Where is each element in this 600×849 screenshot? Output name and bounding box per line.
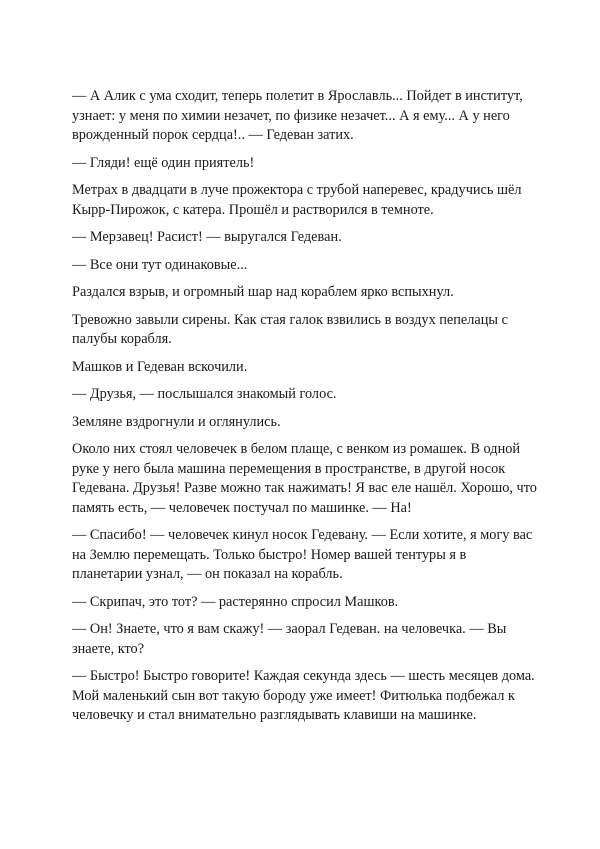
paragraph-10: Земляне вздрогнули и оглянулись. — [72, 413, 281, 430]
paragraph-12: — Спасибо! — человечек кинул носок Гедевану. — Если хотите, я могу вас на Землю перемещать. Только быстро! Номер вашей тентуры я в планетарии узнал, — он показал на корабль. — [72, 527, 533, 582]
paragraph-5: — Все они тут одинаковые... — [72, 256, 248, 273]
paragraph-13: — Скрипач, это тот? — растерянно спросил Машков. — [72, 593, 399, 610]
paragraph-7: Тревожно завыли сирены. Как стая галок взвились в воздух пепелацы с палубы корабля. — [72, 311, 508, 347]
paragraph-9: — Друзья, — послышался знакомый голос. — [72, 386, 337, 402]
paragraph-3: Метрах в двадцати в луче прожектора с трубой наперевес, крадучись шёл Кырр-Пирожок, с катера. Прошёл и растворился в темноте. — [72, 182, 522, 218]
paragraph-2: — Гляди! ещё один приятель! — [72, 154, 255, 171]
paragraph-4: — Мерзавец! Расист! — выругался Гедеван. — [72, 229, 342, 245]
paragraph-15: — Быстро! Быстро говорите! Каждая секунда здесь — шесть месяцев дома. Мой маленький сын вот такую бороду уже имеет! Фитюлька подбежал к человечку и стал внимательно разглядывать клавиши на машинке. — [72, 668, 535, 723]
paragraph-1: — А Алик с ума сходит, теперь полетит в Ярославль... Пойдет в институт, узнает: у меня по химии незачет, по физике незачет... А я ему... А у него врожденный порок сердца!.. — Гедеван затих. — [72, 88, 523, 143]
paragraph-6: Раздался взрыв, и огромный шар над кораблем ярко вспыхнул. — [72, 284, 454, 300]
paragraph-11: Около них стоял человечек в белом плаще, с венком из ромашек. В одной руке у него была машина перемещения в пространстве, в другой носок Гедевана. Друзья! Разве можно так нажимать! Я вас еле нашёл. Хорошо, что память есть, — человечек постучал по машинке. — На! — [72, 441, 537, 516]
paragraph-8: Машков и Гедеван вскочили. — [72, 358, 248, 375]
paragraph-14: — Он! Знаете, что я вам скажу! — заорал Гедеван. на человечка. — Вы знаете, кто? — [72, 621, 507, 657]
